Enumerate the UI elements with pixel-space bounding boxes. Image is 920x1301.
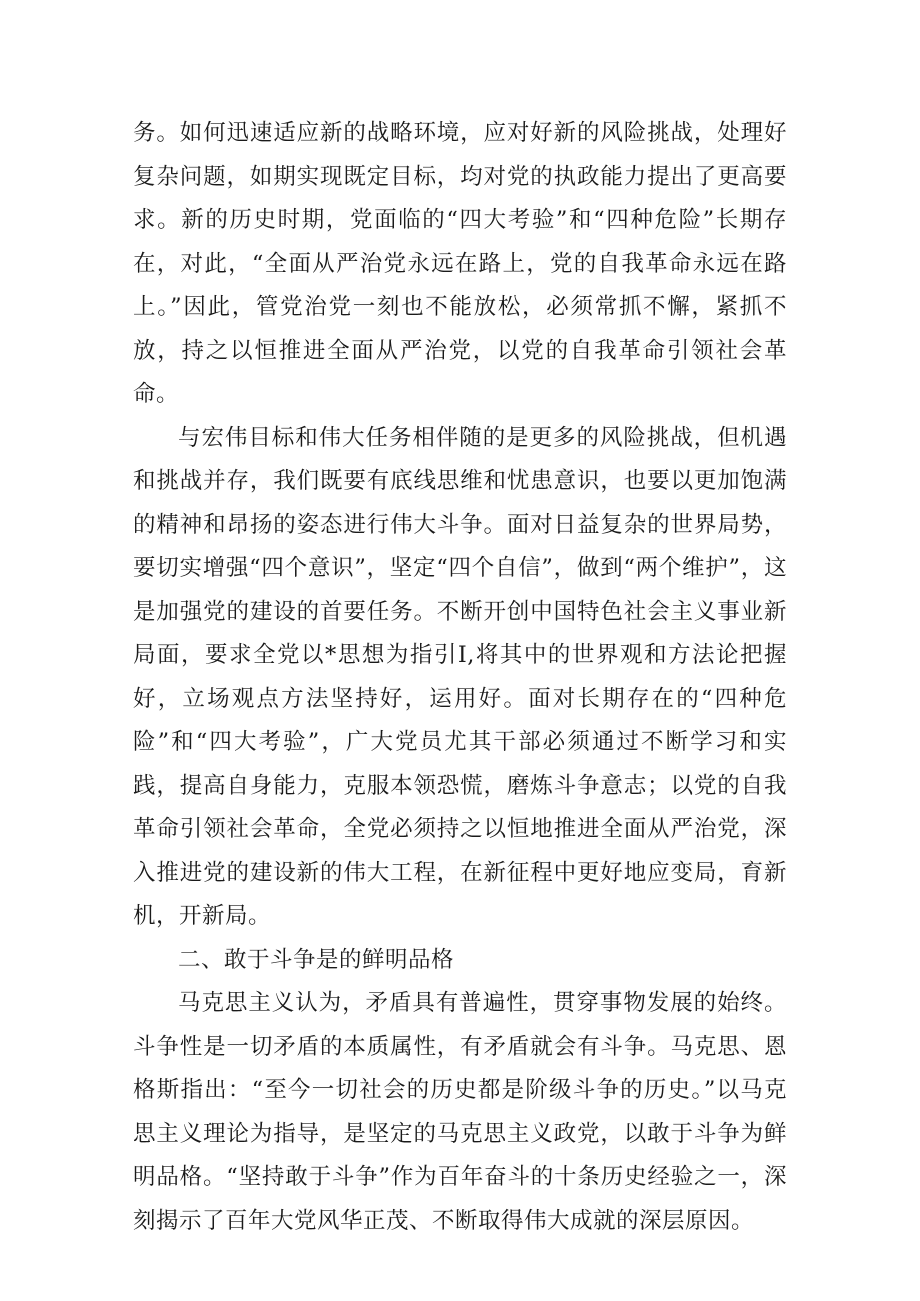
paragraph-continued: 务。如何迅速适应新的战略环境，应对好新的风险挑战，处理好复杂问题，如期实现既定目标，均对党的执政能力提出了更高要求。新的历史时期，党面临的“四大考验”和“四种危险”长期存在，对此，“全面从严治党永远在路上，党的自我革命永远在路上。”因此，管党治党一刻也不能放松，必须常抓不懈，紧抓不放，持之以恒推进全面从严治党，以党的自我革命引领社会革命。: [133, 120, 787, 407]
paragraph-struggle: 马克思主义认为，矛盾具有普遍性，贯穿事物发展的始终。斗争性是一切矛盾的本质属性，有矛盾就会有斗争。马克思、恩格斯指出：“至今一切社会的历史都是阶级斗争的历史。”以马克思主义理论为指导，是坚定的马克思主义政党，以敢于斗争为鲜明品格。“坚持敢于斗争”作为百年奋斗的十条历史经验之一，深刻揭示了百年大党风华正茂、不断取得伟大成就的深层原因。: [133, 990, 787, 1234]
section-heading-2: 二、敢于斗争是的鲜明品格: [178, 946, 455, 973]
paragraph-challenges: 与宏伟目标和伟大任务相伴随的是更多的风险挑战，但机遇和挑战并存，我们既要有底线思维和忧患意识，也要以更加饱满的精神和昂扬的姿态进行伟大斗争。面对日益复杂的世界局势，要切实增强“四个意识”，坚定“四个自信”，做到“两个维护”，这是加强党的建设的首要任务。不断开创中国特色社会主义事业新局面，要求全党以*思想为指引I,将其中的世界观和方法论把握好，立场观点方法坚持好，运用好。面对长期存在的“四种危险”和“四大考验”，广大党员尤其干部必须通过不断学习和实践，提高自身能力，克服本领恐慌，磨炼斗争意志；以党的自我革命引领社会革命，全党必须持之以恒地推进全面从严治党，深入推进党的建设新的伟大工程，在新征程中更好地应变局，育新机，开新局。: [133, 424, 787, 929]
document-body: [133, 112, 787, 1243]
